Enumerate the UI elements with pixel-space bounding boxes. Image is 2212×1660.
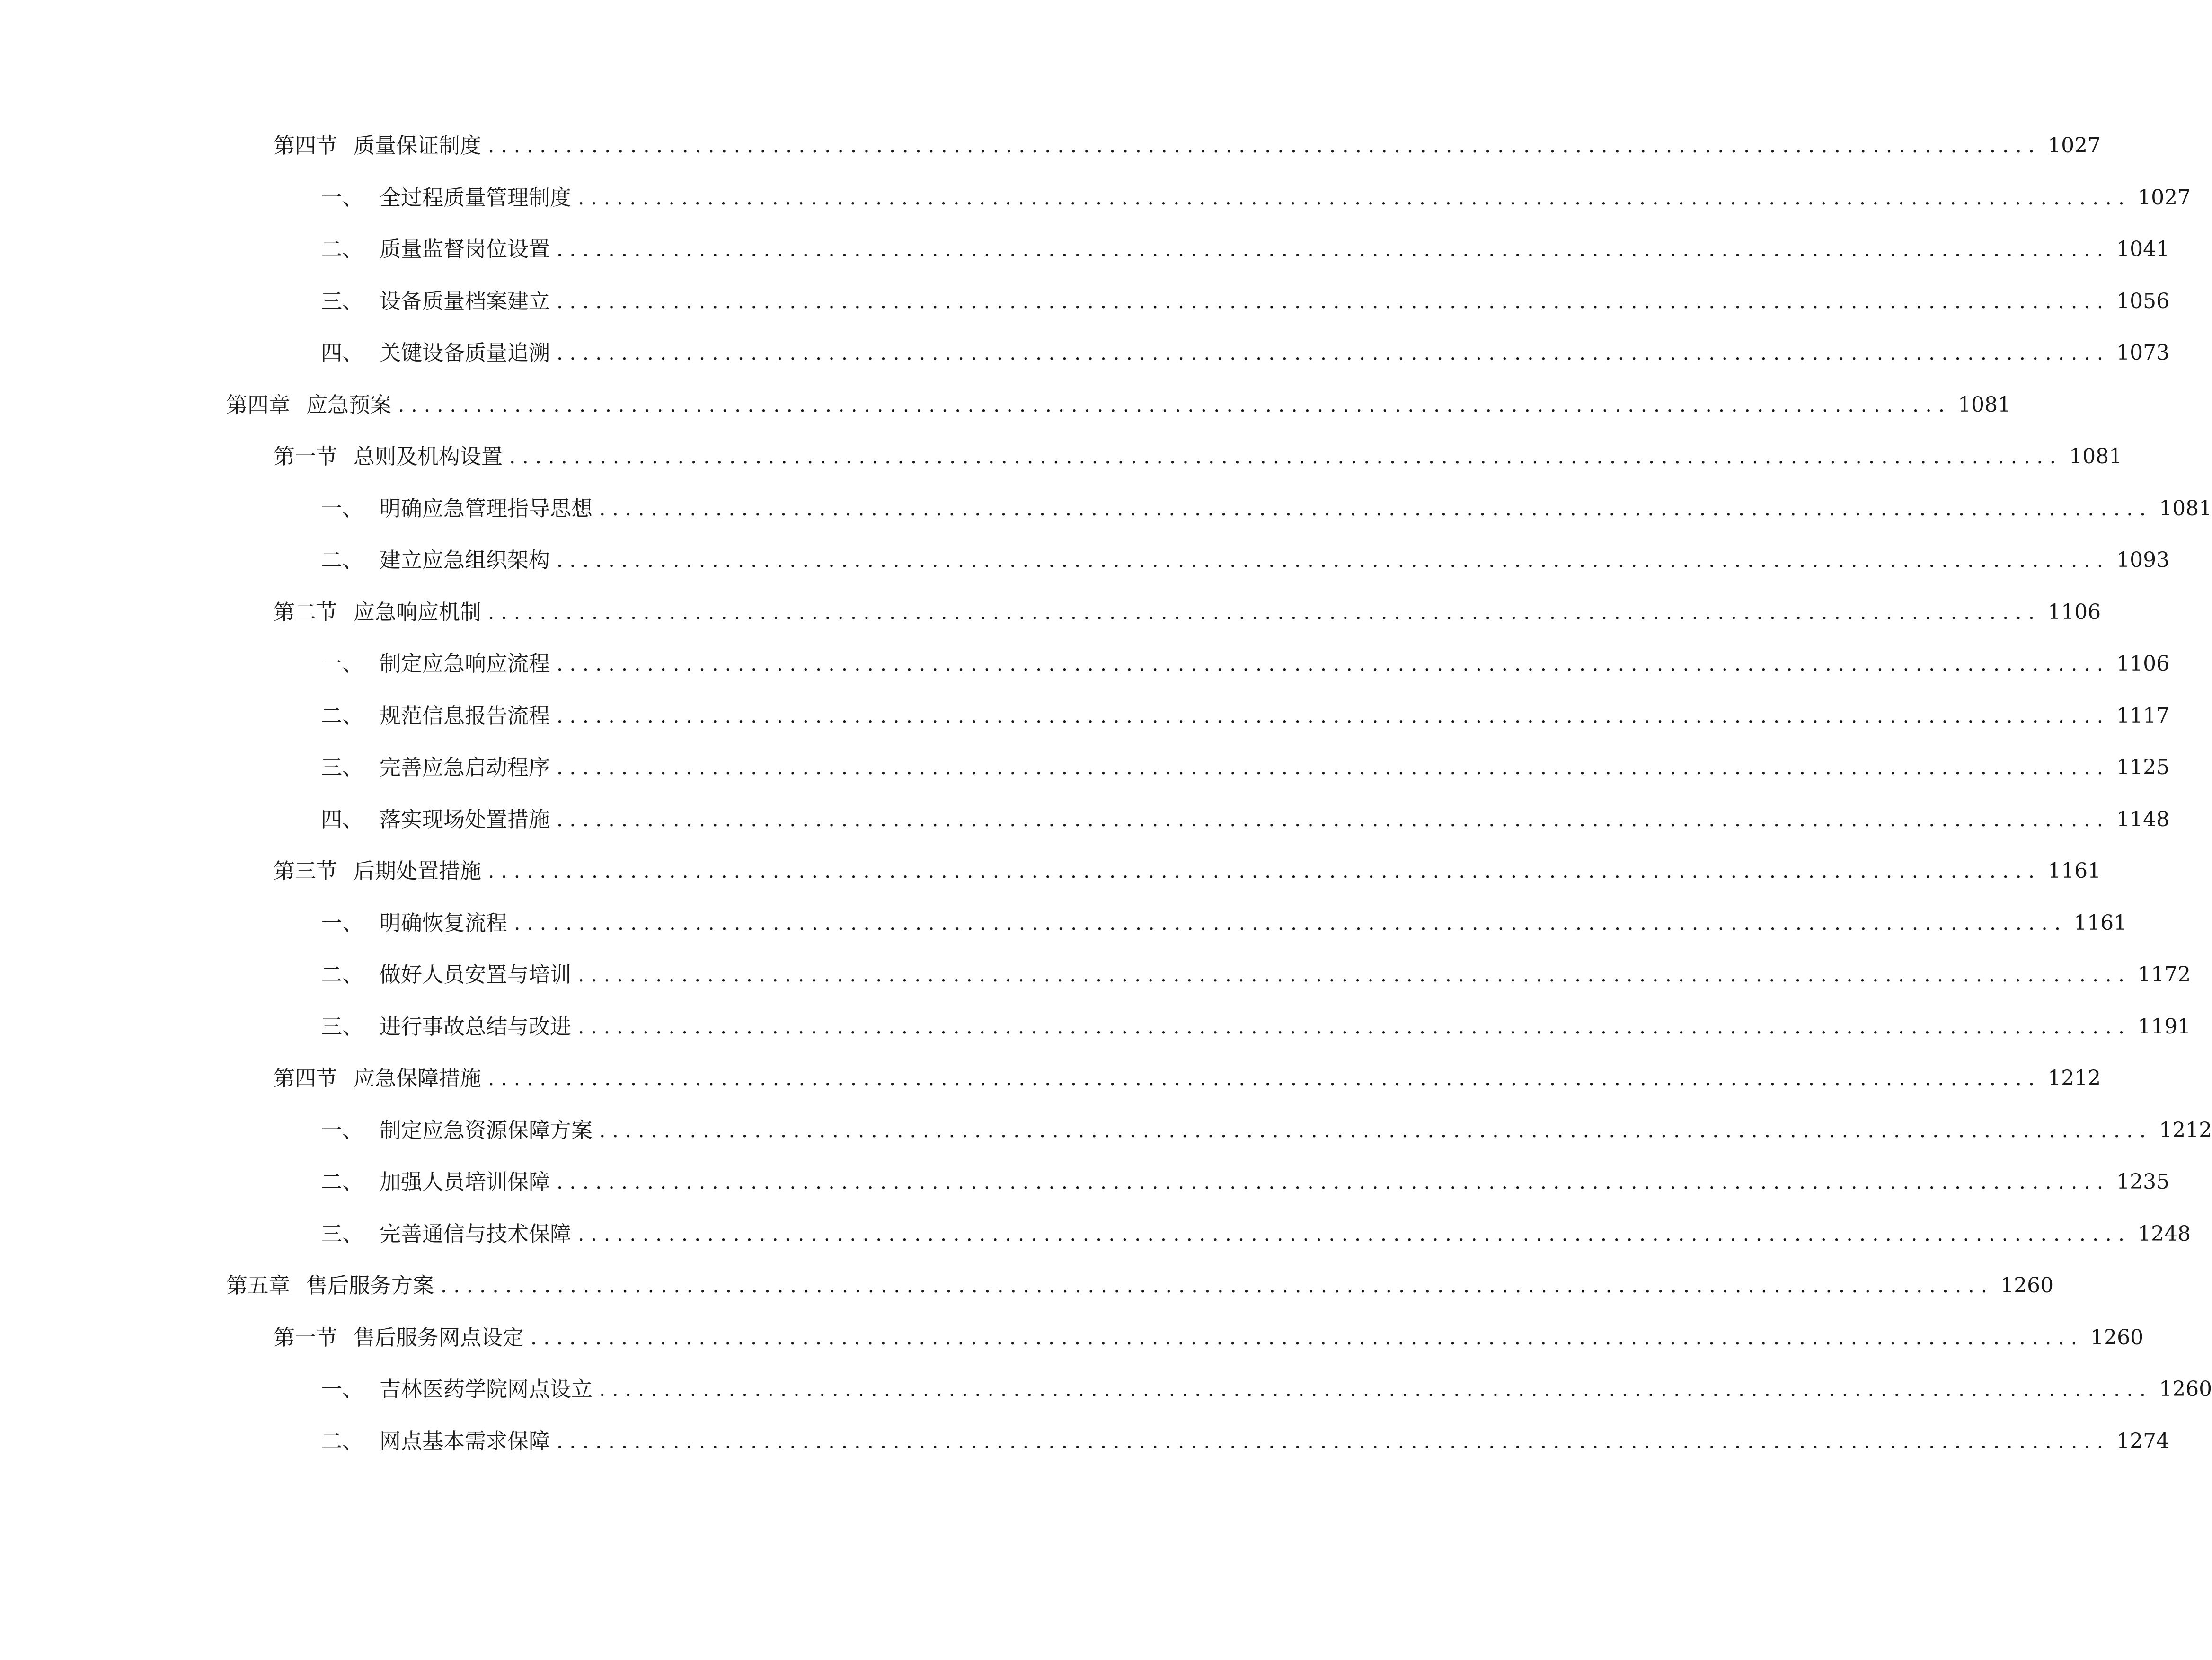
dot-leader: ........................................................................................................................ [488,1067,2042,1090]
dot-leader: ........................................................................................................................ [557,1429,2110,1453]
toc-entry[interactable] [321,541,2170,579]
dot-leader: ........................................................................................................................ [531,1325,2084,1349]
toc-entry-page-number: 1106 [2048,600,2101,624]
toc-entry-title: 售后服务方案 [306,1273,434,1298]
toc-entry[interactable] [321,801,2170,839]
toc-entry[interactable] [274,127,2101,165]
toc-entry-page-number: 1125 [2116,755,2170,779]
toc-entry-number: 四、 [321,340,364,365]
toc-entry-title: 明确应急管理指导思想 [380,495,593,521]
toc-entry[interactable] [321,904,2127,942]
toc-entry-number: 第四节 [274,1066,338,1091]
toc-entry-number: 三、 [321,755,364,780]
dot-leader: ........................................................................................................................ [557,652,2110,675]
dot-leader: ........................................................................................................................ [557,1170,2110,1193]
toc-entry-page-number: 1041 [2116,237,2170,261]
toc-entry-page-number: 1191 [2138,1014,2191,1039]
toc-entry[interactable] [274,1060,2101,1097]
toc-entry-number: 二、 [321,237,364,262]
toc-entry-title: 规范信息报告流程 [380,703,550,728]
toc-entry-page-number: 1081 [1958,392,2011,417]
toc-entry-title: 质量监督岗位设置 [380,237,550,262]
dot-leader: ........................................................................................................................ [578,963,2132,986]
toc-entry-page-number: 1212 [2048,1066,2101,1090]
toc-entry-page-number: 1093 [2116,548,2170,572]
toc-entry[interactable] [321,956,2191,994]
dot-leader: ........................................................................................................................ [557,238,2110,261]
dot-leader: ........................................................................................................................ [599,496,2153,520]
toc-entry-page-number: 1027 [2048,133,2101,158]
toc-entry-page-number: 1117 [2116,703,2170,728]
toc-entry-title: 应急响应机制 [354,599,482,625]
toc-entry[interactable] [321,1370,2212,1408]
toc-entry[interactable] [226,386,2011,424]
toc-entry-title: 建立应急组织架构 [380,547,550,573]
dot-leader: ........................................................................................................................ [557,807,2110,831]
dot-leader: ........................................................................................................................ [599,1118,2153,1142]
toc-entry-page-number: 1161 [2074,910,2127,935]
toc-entry-page-number: 1260 [2159,1377,2212,1401]
toc-entry-number: 二、 [321,703,364,728]
toc-entry-title: 制定应急资源保障方案 [380,1117,593,1143]
toc-entry-title: 完善应急启动程序 [380,755,550,780]
toc-entry-page-number: 1081 [2069,444,2123,468]
toc-entry-number: 一、 [321,651,364,676]
toc-entry-title: 应急预案 [306,392,392,417]
toc-entry-number: 第四节 [274,133,338,158]
toc-entry-number: 一、 [321,910,364,936]
dot-leader: ........................................................................................................................ [509,445,2063,468]
dot-leader: ........................................................................................................................ [557,341,2110,364]
toc-entry[interactable] [321,645,2170,683]
toc-entry-title: 进行事故总结与改进 [380,1014,572,1039]
toc-entry-number: 一、 [321,1377,364,1402]
toc-entry-number: 三、 [321,1014,364,1039]
toc-entry-page-number: 1106 [2116,652,2170,676]
toc-entry-title: 吉林医药学院网点设立 [380,1377,593,1402]
dot-leader: ........................................................................................................................ [578,1015,2132,1038]
toc-entry-number: 二、 [321,547,364,573]
dot-leader: ........................................................................................................................ [488,859,2042,883]
toc-entry-page-number: 1248 [2138,1221,2191,1246]
toc-entry-title: 网点基本需求保障 [380,1428,550,1454]
dot-leader: ........................................................................................................................ [398,393,1952,416]
toc-entry-page-number: 1172 [2138,962,2191,987]
toc-entry[interactable] [321,1008,2191,1046]
toc-entry-number: 一、 [321,495,364,521]
toc-entry-number: 第一节 [274,1324,338,1350]
toc-entry[interactable] [274,593,2101,631]
toc-entry-title: 加强人员培训保障 [380,1169,550,1194]
dot-leader: ........................................................................................................................ [488,134,2042,157]
toc-entry[interactable] [321,1422,2170,1460]
dot-leader: ........................................................................................................................ [599,1377,2153,1401]
toc-entry[interactable] [321,749,2170,786]
toc-entry-title: 落实现场处置措施 [380,806,550,832]
toc-entry-number: 第五章 [226,1273,291,1298]
toc-entry-title: 明确恢复流程 [380,910,508,936]
toc-entry-title: 关键设备质量追溯 [380,340,550,365]
toc-entry-page-number: 1148 [2116,807,2170,831]
toc-entry-number: 第四章 [226,392,291,417]
toc-entry-page-number: 1161 [2048,859,2101,883]
toc-entry-title: 设备质量档案建立 [380,288,550,314]
toc-entry-number: 第一节 [274,444,338,469]
toc-entry-number: 一、 [321,185,364,210]
toc-entry-page-number: 1235 [2116,1170,2170,1194]
toc-entry-title: 制定应急响应流程 [380,651,550,676]
toc-entry-page-number: 1027 [2138,185,2191,210]
toc-entry-page-number: 1056 [2116,289,2170,313]
toc-entry[interactable] [321,1215,2191,1253]
toc-entry-page-number: 1212 [2159,1118,2212,1142]
toc-entry-page-number: 1260 [2090,1325,2144,1350]
toc-entry-number: 三、 [321,1221,364,1246]
toc-entry[interactable] [321,1163,2170,1201]
toc-entry-number: 二、 [321,1169,364,1194]
toc-entry-page-number: 1081 [2159,496,2212,521]
toc-entry-page-number: 1073 [2116,341,2170,365]
toc-entry[interactable] [321,230,2170,268]
dot-leader: ........................................................................................................................ [578,1222,2132,1245]
toc-entry[interactable] [321,697,2170,735]
toc-entry[interactable] [321,283,2170,320]
toc-entry-title: 做好人员安置与培训 [380,962,572,987]
toc-entry-number: 第二节 [274,599,338,625]
dot-leader: ........................................................................................................................ [557,289,2110,313]
toc-entry[interactable] [321,490,2212,528]
toc-entry-title: 完善通信与技术保障 [380,1221,572,1246]
toc-entry-page-number: 1260 [2000,1273,2054,1298]
dot-leader: ........................................................................................................................ [441,1274,1994,1297]
toc-entry-title: 质量保证制度 [354,133,482,158]
toc-entry-number: 三、 [321,288,364,314]
dot-leader: ........................................................................................................................ [557,548,2110,572]
toc-entry-number: 二、 [321,962,364,987]
toc-entry-number: 第三节 [274,858,338,883]
toc-entry[interactable] [274,1319,2144,1357]
dot-leader: ........................................................................................................................ [488,600,2042,624]
toc-entry-title: 全过程质量管理制度 [380,185,572,210]
toc-entry-number: 一、 [321,1117,364,1143]
toc-entry-number: 二、 [321,1428,364,1454]
toc-entry-title: 后期处置措施 [354,858,482,883]
dot-leader: ........................................................................................................................ [514,911,2068,935]
toc-entry-title: 总则及机构设置 [354,444,503,469]
dot-leader: ........................................................................................................................ [557,756,2110,779]
dot-leader: ........................................................................................................................ [557,704,2110,727]
toc-entry-page-number: 1274 [2116,1429,2170,1453]
toc-entry-number: 四、 [321,806,364,832]
toc-entry[interactable] [321,179,2191,217]
toc-entry[interactable] [321,334,2170,372]
dot-leader: ........................................................................................................................ [578,185,2132,209]
toc-entry[interactable] [321,1112,2212,1149]
toc-entry[interactable] [274,438,2123,476]
toc-entry[interactable] [274,852,2101,890]
toc-entry[interactable] [226,1267,2054,1305]
toc-entry-title: 售后服务网点设定 [354,1324,524,1350]
toc-entry-title: 应急保障措施 [354,1066,482,1091]
